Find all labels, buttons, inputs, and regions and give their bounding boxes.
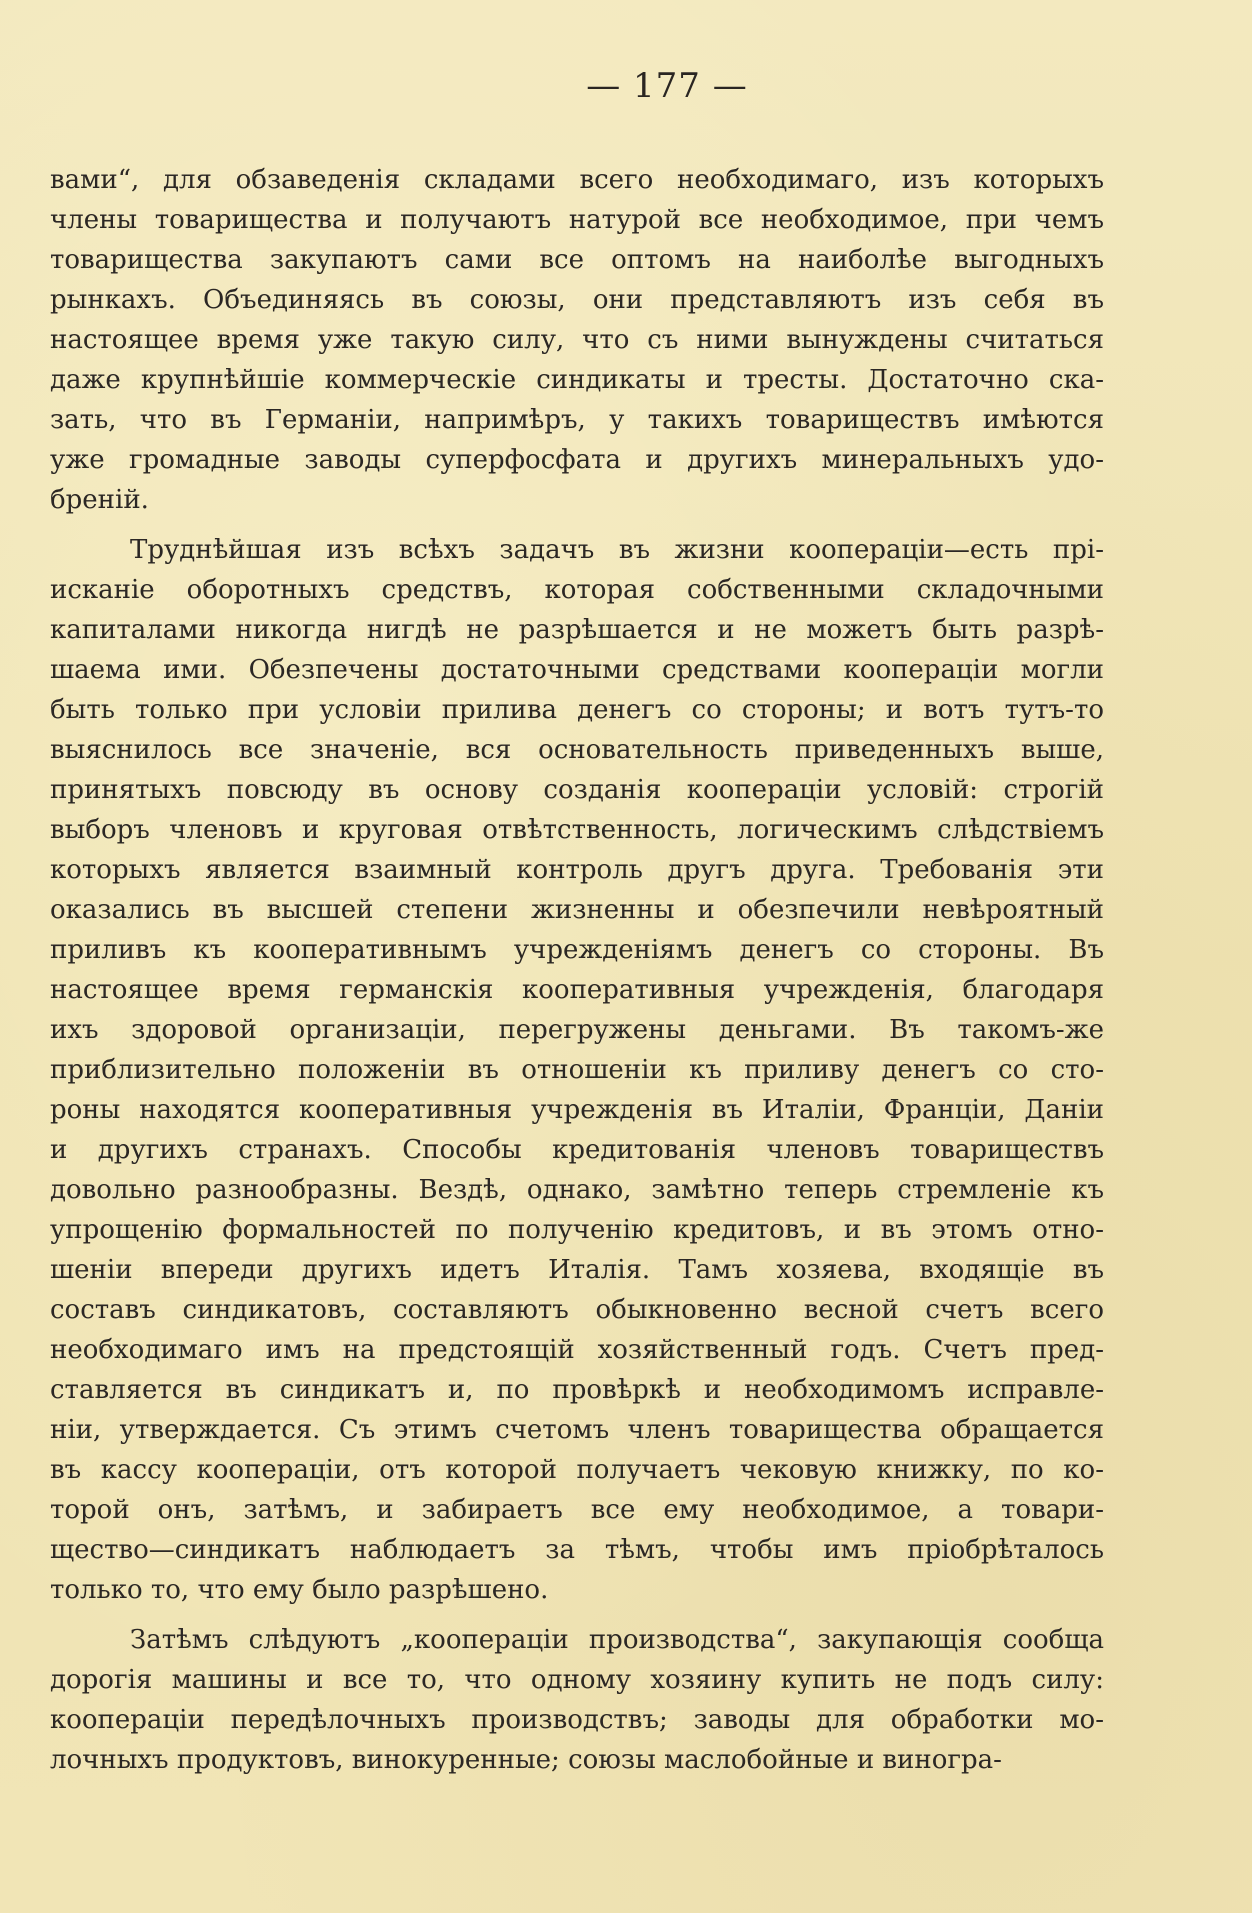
- text-line: рынкахъ. Объединяясь въ союзы, они представляютъ изъ себя въ: [50, 285, 1104, 315]
- text-line: лочныхъ продуктовъ, винокуренные; союзы маслобойные и виногра-: [50, 1745, 1002, 1775]
- paragraph: [50, 1620, 1104, 1780]
- text-line: торой онъ, затѣмъ, и забираетъ все ему необходимое, а товари-: [50, 1495, 1104, 1525]
- text-line: оказались въ высшей степени жизненны и обезпечили невѣроятный: [50, 895, 1104, 925]
- text-line: выборъ членовъ и круговая отвѣтственность, логическимъ слѣдствіемъ: [50, 815, 1104, 845]
- text-line: бреній.: [50, 485, 149, 515]
- text-line: составъ синдикатовъ, составляютъ обыкновенно весной счетъ всего: [50, 1295, 1104, 1325]
- text-line: настоящее время уже такую силу, что съ ними вынуждены считаться: [50, 325, 1104, 355]
- text-line: вами“, для обзаведенія складами всего необходимаго, изъ которыхъ: [50, 165, 1104, 195]
- text-line: выяснилось все значеніе, вся основательность приведенныхъ выше,: [50, 735, 1104, 765]
- text-line: даже крупнѣйшіе коммерческіе синдикаты и тресты. Достаточно ска-: [50, 365, 1104, 395]
- text-line: только то, что ему было разрѣшено.: [50, 1575, 549, 1605]
- text-line: коопераціи передѣлочныхъ производствъ; заводы для обработки мо-: [50, 1705, 1104, 1735]
- text-line: и другихъ странахъ. Способы кредитованія членовъ товариществъ: [50, 1135, 1104, 1165]
- text-line: которыхъ является взаимный контроль другъ друга. Требованія эти: [50, 855, 1104, 885]
- text-line: Труднѣйшая изъ всѣхъ задачъ въ жизни коопераціи—есть прі-: [130, 535, 1104, 565]
- text-line: исканіе оборотныхъ средствъ, которая собственными складочными: [50, 575, 1104, 605]
- text-line: быть только при условіи прилива денегъ со стороны; и вотъ тутъ-то: [50, 695, 1104, 725]
- text-line: дорогія машины и все то, что одному хозяину купить не подъ силу:: [50, 1665, 1104, 1695]
- text-line: принятыхъ повсюду въ основу созданія коопераціи условій: строгій: [50, 775, 1104, 805]
- paragraph: [50, 160, 1104, 520]
- text-line: зать, что въ Германіи, напримѣръ, у такихъ товариществъ имѣются: [50, 405, 1104, 435]
- text-line: ихъ здоровой организаціи, перегружены деньгами. Въ такомъ-же: [50, 1015, 1104, 1045]
- text-line: упрощенію формальностей по полученію кредитовъ, и въ этомъ отно-: [50, 1215, 1104, 1245]
- body-text: [50, 160, 1104, 1790]
- text-line: шеніи впереди другихъ идетъ Италія. Тамъ хозяева, входящіе въ: [50, 1255, 1104, 1285]
- text-line: капиталами никогда нигдѣ не разрѣшается и не можетъ быть разрѣ-: [50, 615, 1104, 645]
- text-line: въ кассу коопераціи, отъ которой получаетъ чековую книжку, по ко-: [50, 1455, 1104, 1485]
- text-line: ставляется въ синдикатъ и, по провѣркѣ и необходимомъ исправле-: [50, 1375, 1104, 1405]
- page-number: — 177 —: [586, 66, 748, 106]
- text-line: настоящее время германскія кооперативныя учрежденія, благодаря: [50, 975, 1104, 1005]
- text-line: приблизительно положеніи въ отношеніи къ приливу денегъ со сто-: [50, 1055, 1104, 1085]
- text-line: довольно разнообразны. Вездѣ, однако, замѣтно теперь стремленіе къ: [50, 1175, 1104, 1205]
- text-line: необходимаго имъ на предстоящій хозяйственный годъ. Счетъ пред-: [50, 1335, 1104, 1365]
- text-line: шаема ими. Обезпечены достаточными средствами коопераціи могли: [50, 655, 1104, 685]
- text-line: Затѣмъ слѣдуютъ „коопераціи производства“, закупающія сообща: [130, 1625, 1104, 1655]
- text-line: ніи, утверждается. Съ этимъ счетомъ членъ товарищества обращается: [50, 1415, 1104, 1445]
- text-line: приливъ къ кооперативнымъ учрежденіямъ денегъ со стороны. Въ: [50, 935, 1104, 965]
- text-line: товарищества закупаютъ сами все оптомъ на наиболѣе выгодныхъ: [50, 245, 1104, 275]
- text-line: щество—синдикатъ наблюдаетъ за тѣмъ, чтобы имъ пріобрѣталось: [50, 1535, 1104, 1565]
- text-line: уже громадные заводы суперфосфата и другихъ минеральныхъ удо-: [50, 445, 1104, 475]
- paragraph: [50, 530, 1104, 1610]
- text-line: роны находятся кооперативныя учрежденія въ Италіи, Франціи, Даніи: [50, 1095, 1104, 1125]
- text-line: члены товарищества и получаютъ натурой все необходимое, при чемъ: [50, 205, 1104, 235]
